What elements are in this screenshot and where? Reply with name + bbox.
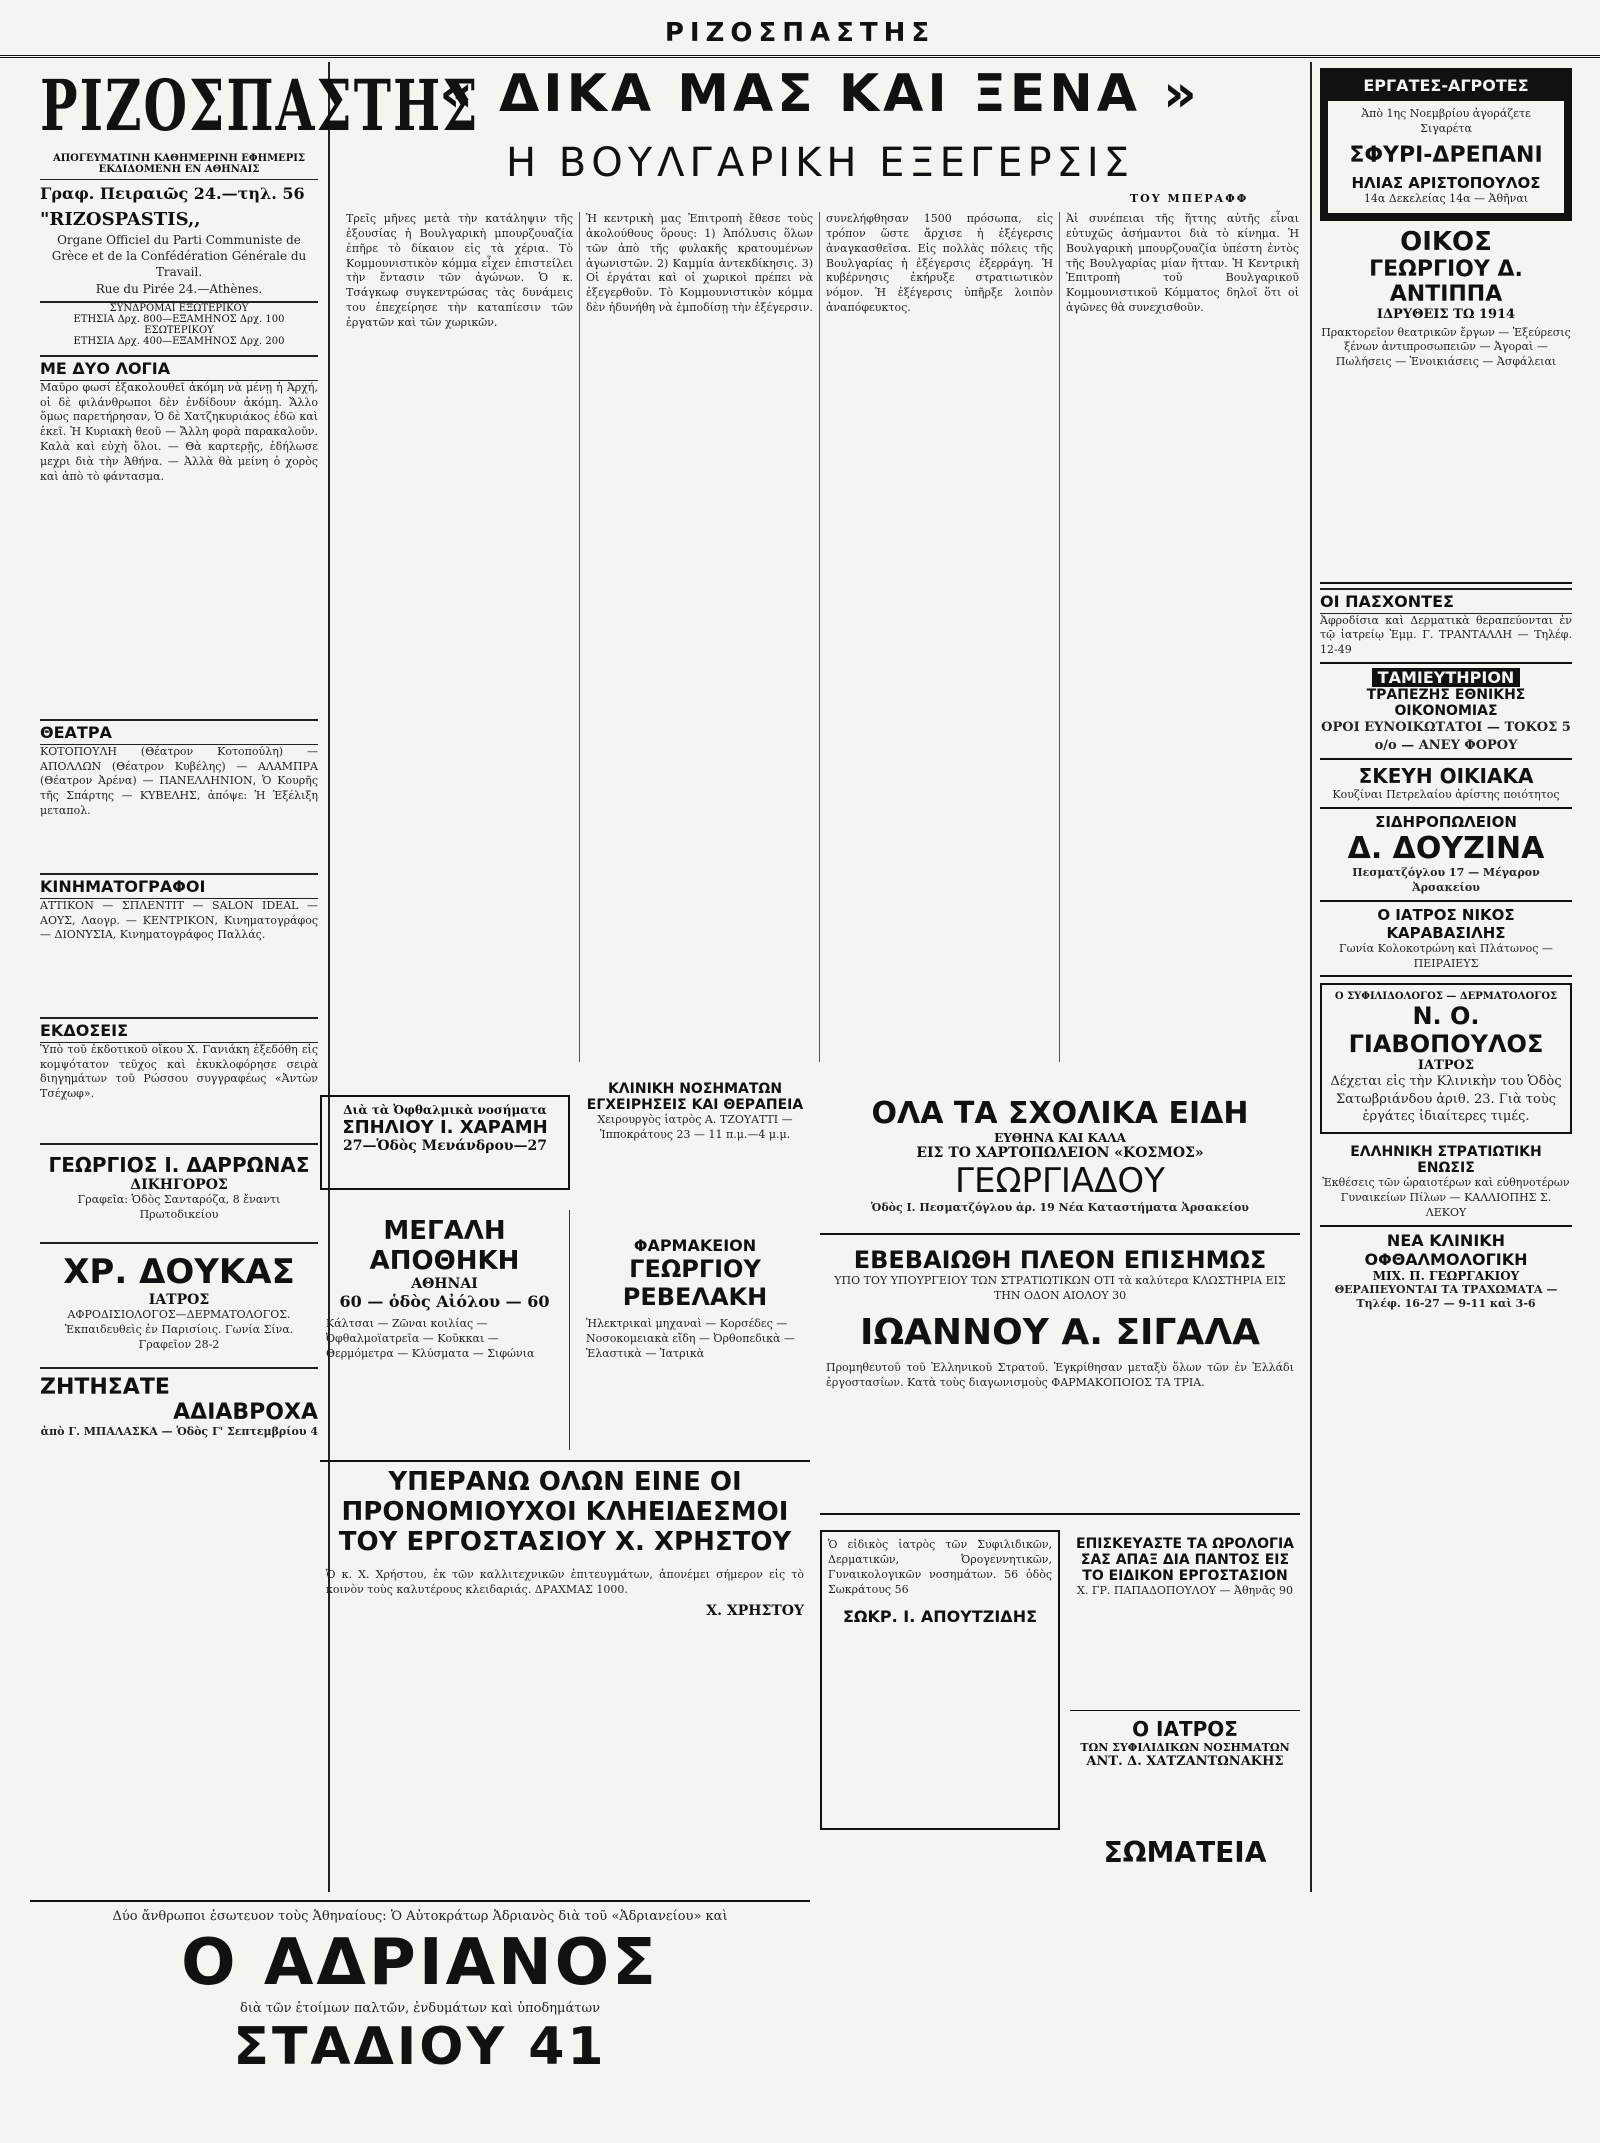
section-text-theatres: ΚΟΤΟΠΟΥΛΗ (Θέατρον Κοτοπούλη) — ΑΠΟΛΛΩΝ (Θέατρον Κυβέλης) — ΑΛΑΜΠΡΑ (Θέατρον Ἀρένα) — ΠΑΝΕΛΛΗΝΙΟΝ, Ὁ Κουρῆς τῆς Σπάρτης — ΚΥΒΕΛΗΣ, ἀπόψε: Ἡ Ἐξέλιξη μεταπολ. [40, 744, 318, 818]
section-text-two-words: Μαῦρο φωσί ἐξακολουθεῖ ἀκόμη νὰ μένῃ ἡ Ἀρχή, οἱ δὲ φιλάνθρωποι δὲν ἐνδίδουν ἀκόμη. Ἄλλο ὅμως παρετήρησαν, Ὁ δὲ Χατζηκυριάκος ἐδῶ καὶ ἐκεῖ. Ἡ Κυριακὴ θεοῦ — Ἄλλη φορὰ παρακαλοῦν. Καλὰ καὶ εὐχὴ ὅλοι. — Θὰ καρτερῇς, ἐδήλωσε μεχρι διὰ τὴν Ἀθήνα. — Ἀλλὰ θὰ μείνη ὁ χορὸς καὶ ἀπὸ τὸ φάντασμα. [40, 380, 318, 483]
iron-address: Πεσματζόγλου 17 — Μέγαρον Ἀρσακείου [1352, 866, 1540, 894]
ophthalmology-text: ΘΕΡΑΠΕΥΟΝΤΑΙ ΤΑ ΤΡΑΧΩΜΑΤΑ — Τηλέφ. 16-27 — 9-11 καὶ 3-6 [1334, 1282, 1558, 1311]
venereal-text: Ὁ εἰδικὸς ἰατρὸς τῶν Συφιλιδικῶν, Δερματικῶν, Ὀρογεννητικῶν, Γυναικολογικῶν νοσημάτων. 56 ὁδὸς Σωκράτους 56 [828, 1538, 1052, 1596]
eye-ad-name: ΣΠΗΛΙΟΥ Ι. ΧΑΡΑΜΗ [342, 1117, 548, 1138]
article-column-3: συνελήφθησαν 1500 πρόσωπα, εἰς τρόπον ὥστε ἄρχισε ἡ ἐξέγερσις ἀναγκασθεῖσα. Εἰς πολλὰς πόλεις τῆς Βουλγαρίας ἡ ἐξέγερσις ἐξερράγη. Ἡ κυβέρνησις ἐκήρυξε στρατιωτικὸν νόμον. Ἡ ἐξέγερσις ὑπῆρξε λοιπὸν ἀναπόφευκτος. [820, 212, 1060, 1062]
bank-title: ΤΑΜΙΕΥΤΗΡΙΟΝ [1372, 668, 1521, 687]
eye-ad-address: 27—Ὁδὸς Μενάνδρου—27 [342, 1138, 548, 1154]
locks-signature: Χ. ΧΡΗΣΤΟΥ [706, 1603, 804, 1620]
unions-heading [1070, 1830, 1300, 1880]
raincoats-ask: ΖΗΤΗΣΑΤΕ [40, 1374, 170, 1400]
subtitle-line-2: ΕΚΔΙΔΟΜΕΝΗ ΕΝ ΑΘΗΝΑΙΣ [98, 164, 260, 175]
school-title: ΟΛΑ ΤΑ ΣΧΟΛΙΚΑ ΕΙΔΗ [871, 1096, 1249, 1131]
subscriptions [40, 301, 318, 347]
ironmonger-ad [1320, 809, 1572, 902]
antippas-year: ΙΔΡΥΘΕΙΣ ΤΩ 1914 [1376, 306, 1516, 322]
cigarettes-address: 14α Δεκελείας 14α — Ἀθῆναι [1363, 191, 1529, 205]
section-heading-cinemas: ΚΙΝΗΜΑΤΟΓΡΑΦΟΙ [40, 873, 318, 899]
store-items: Κάλτσαι — Ζῶναι κοιλίας — Ὀφθαλμοϊατρεῖα — Κοῦκκαι — Θερμόμετρα — Κλύσματα — Σιφώνια [326, 1317, 535, 1360]
school-subtitle: ΕΥΘΗΝΑ ΚΑΙ ΚΑΛΑ [994, 1131, 1126, 1145]
giavopoulos-subtitle: ΙΑΤΡΟΣ [1417, 1058, 1475, 1074]
cigarettes-agent: ΗΛΙΑΣ ΑΡΙΣΤΟΠΟΥΛΟΣ [1351, 173, 1541, 192]
unions-title: ΣΩΜΑΤΕΙΑ [1103, 1836, 1267, 1869]
certified-name: ΙΩΑΝΝΟΥ Α. ΣΙΓΑΛΑ [860, 1311, 1260, 1353]
store-city: ΑΘΗΝΑΙ [411, 1276, 478, 1292]
article-headline: Η ΒΟΥΛΓΑΡΙΚΗ ΕΞΕΓΕΡΣΙΣ [506, 140, 1134, 186]
school-supplies-ad [820, 1090, 1300, 1235]
adrianos-ad [30, 1900, 810, 2110]
chatzantonakis-name: ΑΝΤ. Δ. ΧΑΤΖΑΝΤΩΝΑΚΗΣ [1086, 1754, 1284, 1769]
cigarettes-brand: ΣΦΥΡΙ-ΔΡΕΠΑΝΙ [1349, 142, 1543, 168]
certified-subtitle: ΥΠΟ ΤΟΥ ΥΠΟΥΡΓΕΙΟΥ ΤΩΝ ΣΤΡΑΤΙΩΤΙΚΩΝ ΟΤΙ τὰ καλύτερα ΚΛΩΣΤΗΡΙΑ ΕΙΣ ΤΗΝ ΟΔΟΝ ΑΙΟΛΟΥ 30 [834, 1274, 1286, 1302]
kitchen-text: Κουζίναι Πετρελαίου ἀρίστης ποιότητος [1332, 788, 1560, 802]
article-byline: ΤΟΥ ΜΠΕΡΑΦΦ [1130, 192, 1249, 205]
locks-title: ΥΠΕΡΑΝΩ ΟΛΩΝ ΕΙΝΕ ΟΙ ΠΡΟΝΟΜΙΟΥΧΟΙ ΚΛΗΕΙΔΕΣΜΟΙ ΤΟΥ ΕΡΓΟΣΤΑΣΙΟΥ Χ. ΧΡΗΣΤΟΥ [338, 1467, 792, 1557]
ophthalmology-ad [1320, 1227, 1572, 1317]
school-name: ΓΕΩΡΓΙΑΔΟΥ [955, 1161, 1165, 1201]
cigarettes-ad [1320, 68, 1572, 221]
adrianos-tagline: διὰ τῶν ἑτοίμων παλτῶν, ἐνδυμάτων καὶ ὑποδημάτων [240, 2000, 600, 2016]
masthead: ΡΙΖΟΣΠΑΣΤΗΣ [0, 18, 1600, 58]
chatzantonakis-subtitle: ΤΩΝ ΣΥΦΙΛΙΔΙΚΩΝ ΝΟΣΗΜΑΤΩΝ [1080, 1741, 1290, 1754]
article-column-2: Ἡ κεντρικὴ μας Ἐπιτροπὴ ἔθεσε τοὺς ἀκολούθους ὅρους: 1) Ἀπόλυσις ὅλων τῶν ἀπὸ τῆς φυλακῆς κρατουμένων ἀγωνιστῶν. 2) Καμμία ἀντεκδίκησις. 3) Οἱ ἐργάται καὶ οἱ χωρικοὶ πρέπει νὰ ἐξεγερθοῦν. Τὸ Κομμουνιστικὸν κόμμα δὲν ἠδυνήθη νὰ ἐμποδίσῃ τὴν ἐξέγερσιν. [580, 212, 820, 1062]
clinic-text: Χειρουργὸς ἰατρὸς Α. ΤΖΟΥΑΤΤΙ — Ἰπποκράτους 23 — 11 π.μ.—4 μ.μ. [597, 1113, 793, 1141]
lawyer-ad [40, 1143, 318, 1223]
venereal-name: ΣΩΚΡ. Ι. ΑΠΟΥΤΖΙΔΗΣ [842, 1607, 1038, 1627]
adrianos-name: Ο ΑΔΡΙΑΝΟΣ [181, 1925, 659, 2000]
section-heading-publications: ΕΚΔΟΣΕΙΣ [40, 1017, 318, 1043]
article-column-1: Τρεῖς μῆνες μετὰ τὴν κατάληψιν τῆς ἐξουσίας ἡ Βουλγαρικὴ μπουρζουαζία ἐπῆρε τὸ δίκαιον εἰς τὰ χέρια. Τὸ Κομμουνιστικὸν κόμμα εἶχεν ἐπιστείλει τὴν ἔντασιν τῶν ἀγώνων. Ὁ κ. Τσάγκωφ συγκεντρώσας τὰς δυνάμεις του ἐπεχείρησε τὴν καταπίεσιν τῶν ἐργατῶν καὶ τῶν χωρικῶν. [340, 212, 580, 1062]
adrianos-intro: Δύο ἄνθρωποι ἐσωτευον τοὺς Ἀθηναίους: Ὁ Αὐτοκράτωρ Ἀδριανὸς διὰ τοῦ «Ἀδριανείου» καὶ [112, 1909, 728, 1924]
doukas-name: ΧΡ. ΔΟΥΚΑΣ [63, 1252, 295, 1293]
karavasilis-name: Ο ΙΑΤΡΟΣ ΝΙΚΟΣ ΚΑΡΑΒΑΣΙΛΗΣ [1377, 905, 1515, 942]
section-banner: « ΔΙΚΑ ΜΑΣ ΚΑΙ ΞΕΝΑ » [439, 64, 1201, 124]
foreign-address: Rue du Pirée 24.—Athènes. [95, 281, 263, 296]
venereal-doctor-ad [820, 1530, 1060, 1830]
giavopoulos-text: Δέχεται εἰς τὴν Κλινικὴν του Ὁδὸς Σατωβριάνδου ἀριθ. 23. Γιὰ τοὺς ἐργάτες ἰδιαίτερες τιμές. [1330, 1074, 1562, 1125]
watch-repair-ad [1070, 1530, 1300, 1705]
lawyer-title: ΔΙΚΗΓΟΡΟΣ [130, 1176, 228, 1193]
certified-title: ΕΒΕΒΑΙΩΘΗ ΠΛΕΟΝ ΕΠΙΣΗΜΩΣ [853, 1246, 1267, 1274]
adrianos-address: ΣΤΑΔΙΟΥ 41 [233, 2017, 607, 2078]
doukas-text: ΑΦΡΟΔΙΣΙΟΛΟΓΟΣ—ΔΕΡΜΑΤΟΛΟΓΟΣ. Ἐκπαιδευθεὶς ἐν Παρισίοις. Γωνία Σίνα. Γραφεῖον 28-2 [64, 1308, 294, 1352]
section-heading-theatres: ΘΕΑΤΡΑ [40, 719, 318, 745]
office-address: Γραφ. Πειραιῶς 24.—τηλ. 56 [40, 184, 305, 203]
antippas-ad [1320, 227, 1572, 584]
subs-line-1: ΣΥΝΔΡΟΜΑΙ ΕΞΩΤΕΡΙΚΟΥ [109, 302, 249, 314]
karavasilis-text: Γωνία Κολοκοτρώνη καὶ Πλάτωνος — ΠΕΙΡΑΙΕΥΣ [1339, 941, 1553, 970]
locks-text: Ὁ κ. Χ. Χρήστου, ἐκ τῶν καλλιτεχνικῶν ἐπιτευγμάτων, ἀπονέμει σήμερον εἰς τὸ κοινὸν τοὺς καλυτέρους κλειδαριάς. ΔΡΑΧΜΑΣ 1000. [326, 1567, 804, 1596]
antippas-title: ΟΙΚΟΣ [1400, 226, 1492, 257]
section-heading-two-words: ΜΕ ΔΥΟ ΛΟΓΙΑ [40, 355, 318, 381]
pharmacy-name: ΓΕΩΡΓΙΟΥ ΡΕΒΕΛΑΚΗ [622, 1255, 768, 1311]
raincoats-ad [40, 1367, 318, 1440]
privileged-locks-ad [320, 1460, 810, 1770]
certified-ad [820, 1240, 1300, 1515]
doctor-doukas-ad [40, 1242, 318, 1353]
chatzantonakis-title: Ο ΙΑΤΡΟΣ [1132, 1717, 1238, 1741]
watch-title: ΕΠΙΣΚΕΥΑΣΤΕ ΤΑ ΩΡΟΛΟΓΙΑ ΣΑΣ ΑΠΑΞ ΔΙΑ ΠΑΝΤΟΣ ΕΙΣ ΤΟ ΕΙΔΙΚΟΝ ΕΡΓΟΣΤΑΣΙΟΝ [1076, 1536, 1295, 1584]
military-union-title: ΕΛΛΗΝΙΚΗ ΣΤΡΑΤΙΩΤΙΚΗ ΕΝΩΣΙΣ [1350, 1144, 1542, 1177]
kitchen-title: ΣΚΕΥΗ ΟΙΚΙΑΚΑ [1358, 764, 1534, 789]
store-address: 60 — ὁδὸς Αἰόλου — 60 [339, 1292, 550, 1311]
sufferers-ad [1320, 584, 1572, 665]
foreign-title: "RIZOSPASTIS,, [40, 209, 201, 230]
antippas-name: ΓΕΩΡΓΙΟΥ Δ. ΑΝΤΙΠΠΑ [1369, 256, 1523, 307]
section-text-cinemas: ΑΤΤΙΚΟΝ — ΣΠΛΕΝΤΙΤ — SALON IDEAL — ΑΟΥΣ, Λαογρ. — ΚΕΝΤΡΙΚΟΝ, Κινηματογράφος — ΔΙΟΝΥΣΙΑ, Κινηματογράφος Παλλάς. [40, 898, 318, 942]
paper-subtitle [40, 153, 318, 180]
giavopoulos-ad [1320, 983, 1572, 1134]
lawyer-address: Γραφεῖα: Ὁδὸς Σανταρόζα, 8 ἔναντι Πρωτοδικείου [77, 1192, 281, 1221]
clinic-ad [580, 1075, 810, 1195]
subs-line-4: ΕΤΗΣΙΑ Δρχ. 400—ΕΞΑΜΗΝΟΣ Δρχ. 200 [73, 335, 285, 347]
big-store-ad [320, 1210, 570, 1450]
school-shop: ΕΙΣ ΤΟ ΧΑΡΤΟΠΩΛΕΙΟΝ «ΚΟΣΜΟΣ» [916, 1145, 1204, 1161]
antippas-text: Πρακτορεῖον θεατρικῶν ἔργων — Ἐξεύρεσις ξένων ἀντιπροσωπειῶν — Ἀγοραὶ — Πωλήσεις — Ἐνοικιάσεις — Ἀσφάλειαι [1321, 325, 1571, 369]
clinic-subtitle: ΕΓΧΕΙΡΗΣΕΙΣ ΚΑΙ ΘΕΡΑΠΕΙΑ [586, 1097, 804, 1113]
pharmacy-items: Ἠλεκτρικαὶ μηχαναὶ — Κορσέδες — Νοσοκομειακὰ εἴδη — Ὀρθοπεδικὰ — Ἑλαστικὰ — Ἰατρικὰ [586, 1317, 795, 1360]
pharmacy-title: ΦΑΡΜΑΚΕΙΟΝ [633, 1236, 757, 1255]
subs-line-3: ΕΣΩΤΕΡΙΚΟΥ [144, 324, 214, 336]
subtitle-line-1: ΑΠΟΓΕΥΜΑΤΙΝΗ ΚΑΘΗΜΕΡΙΝΗ ΕΦΗΜΕΡΙΣ [52, 153, 306, 164]
foreign-text: Organe Officiel du Parti Communiste de Grèce et de la Confédération Générale du Travail. [51, 233, 307, 280]
article-column-4: Ἀἱ συνέπειαι τῆς ἥττης αὐτῆς εἶναι εὐτυχῶς ἀσήμαντοι διὰ τὸ κίνημα. Ἡ Βουλγαρικὴ μπουρζουαζία ὑπέστη ἐντὸς τῆς Βουλγαρίας μίαν ἥτταν. Ἡ Κεντρικὴ Ἐπιτροπὴ τοῦ Βουλγαρικοῦ Κομμουνιστικοῦ Κόμματος δηλοῖ ὅτι οἱ ἀγῶνες θὰ συνεχισθοῦν. [1066, 212, 1299, 315]
savings-bank-ad [1320, 664, 1572, 760]
kitchen-ad [1320, 760, 1572, 809]
certified-text: Προμηθευτοῦ τοῦ Ἑλληνικοῦ Στρατοῦ. Ἐγκρίθησαν μεταξὺ ὅλων τῶν ἐν Ἑλλάδι ἐργοστασίων. Κατὰ τοὺς διαγωνισμοὺς ΦΑΡΜΑΚΟΠΟΙΟΣ ΤΑ ΤΡΙΑ. [826, 1360, 1294, 1389]
military-union-text: Ἐκθέσεις τῶν ὡραιοτέρων καὶ εὐθηνοτέρων Γυναικείων Πίλων — ΚΑΛΛΙΟΠΗΣ Σ. ΛΕΚΟΥ [1322, 1176, 1570, 1219]
iron-title: ΣΙΔΗΡΟΠΩΛΕΙΟΝ [1375, 813, 1517, 831]
bank-text: ΟΡΟΙ ΕΥΝΟΙΚΩΤΑΤΟΙ — ΤΟΚΟΣ 5 ο/ο — ΑΝΕΥ ΦΟΡΟΥ [1321, 720, 1571, 753]
subs-line-2: ΕΤΗΣΙΑ Δρχ. 800—ΕΞΑΜΗΝΟΣ Δρχ. 100 [73, 313, 285, 325]
military-union-ad [1320, 1140, 1572, 1227]
school-address: Ὁδὸς Ι. Πεσματζόγλου ἀρ. 19 Νέα Καταστήματα Ἀρσακείου [871, 1201, 1249, 1214]
cigarettes-title: ΕΡΓΑΤΕΣ-ΑΓΡΟΤΕΣ [1363, 76, 1529, 95]
paper-title: ΡΙΖΟΣΠΑΣΤΗΣ [40, 64, 480, 147]
karavasilis-ad [1320, 902, 1572, 978]
cigarettes-text: Ἀπὸ 1ης Νοεμβρίου ἀγοράζετε Σιγαρέτα [1361, 107, 1531, 135]
watch-text: Χ. ΓΡ. ΠΑΠΑΔΟΠΟΥΛΟΥ — Ἀθηνᾶς 90 [1077, 1584, 1293, 1597]
raincoats-address: ἀπὸ Γ. ΜΠΑΛΑΣΚΑ — Ὁδὸς Γ' Σεπτεμβρίου 4 [40, 1424, 318, 1438]
iron-name: Δ. ΔΟΥΖΙΝΑ [1347, 831, 1545, 866]
ophthalmology-name: ΜΙΧ. Π. ΓΕΩΡΓΑΚΙΟΥ [1372, 1268, 1520, 1283]
clinic-title: ΚΛΙΝΙΚΗ ΝΟΣΗΜΑΤΩΝ [607, 1081, 783, 1097]
bank-name: ΤΡΑΠΕΖΗΣ ΕΘΝΙΚΗΣ ΟΙΚΟΝΟΜΙΑΣ [1366, 687, 1526, 720]
section-text-publications: Ὑπὸ τοῦ ἐκδοτικοῦ οἴκου Χ. Γανιάκη ἐξεδόθη εἰς κομψότατον τεῦχος καὶ ἐκυκλοφόρησε σειρὰ διηγημάτων τοῦ Ρώσσου συγγραφέως «Ἀντὼν Τσέχωφ». [40, 1042, 318, 1101]
doukas-title: ΙΑΤΡΟΣ [148, 1292, 210, 1309]
giavopoulos-name: Ν. Ο. ΓΙΑΒΟΠΟΥΛΟΣ [1348, 1002, 1544, 1059]
giavopoulos-title: Ο ΣΥΦΙΛΙΔΟΛΟΓΟΣ — ΔΕΡΜΑΤΟΛΟΓΟΣ [1334, 991, 1558, 1003]
sufferers-title: ΟΙ ΠΑΣΧΟΝΤΕΣ [1320, 588, 1572, 614]
ophthalmology-title: ΝΕΑ ΚΛΙΝΙΚΗ ΟΦΘΑΛΜΟΛΟΓΙΚΗ [1364, 1230, 1528, 1269]
eye-ad-title: Διὰ τὰ Ὀφθαλμικὰ νοσήματα [343, 1103, 547, 1117]
raincoats-title: ΑΔΙΑΒΡΟΧΑ [173, 1399, 318, 1425]
doctor-chatzantonakis-ad [1070, 1710, 1300, 1810]
right-column [1310, 62, 1580, 1892]
lawyer-name: ΓΕΩΡΓΙΟΣ Ι. ΔΑΡΡΩΝΑΣ [48, 1152, 310, 1177]
pharmacy-ad [580, 1210, 810, 1450]
store-title: ΜΕΓΑΛΗ ΑΠΟΘΗΚΗ [369, 1216, 520, 1276]
eye-doctor-ad [320, 1095, 570, 1190]
sufferers-text: Ἀφροδίσια καὶ Δερματικὰ θεραπεύονται ἐν τῷ ἰατρείῳ Ἐμμ. Γ. ΤΡΑΝΤΑΛΛΗ — Τηλέφ. 12-49 [1320, 613, 1572, 657]
